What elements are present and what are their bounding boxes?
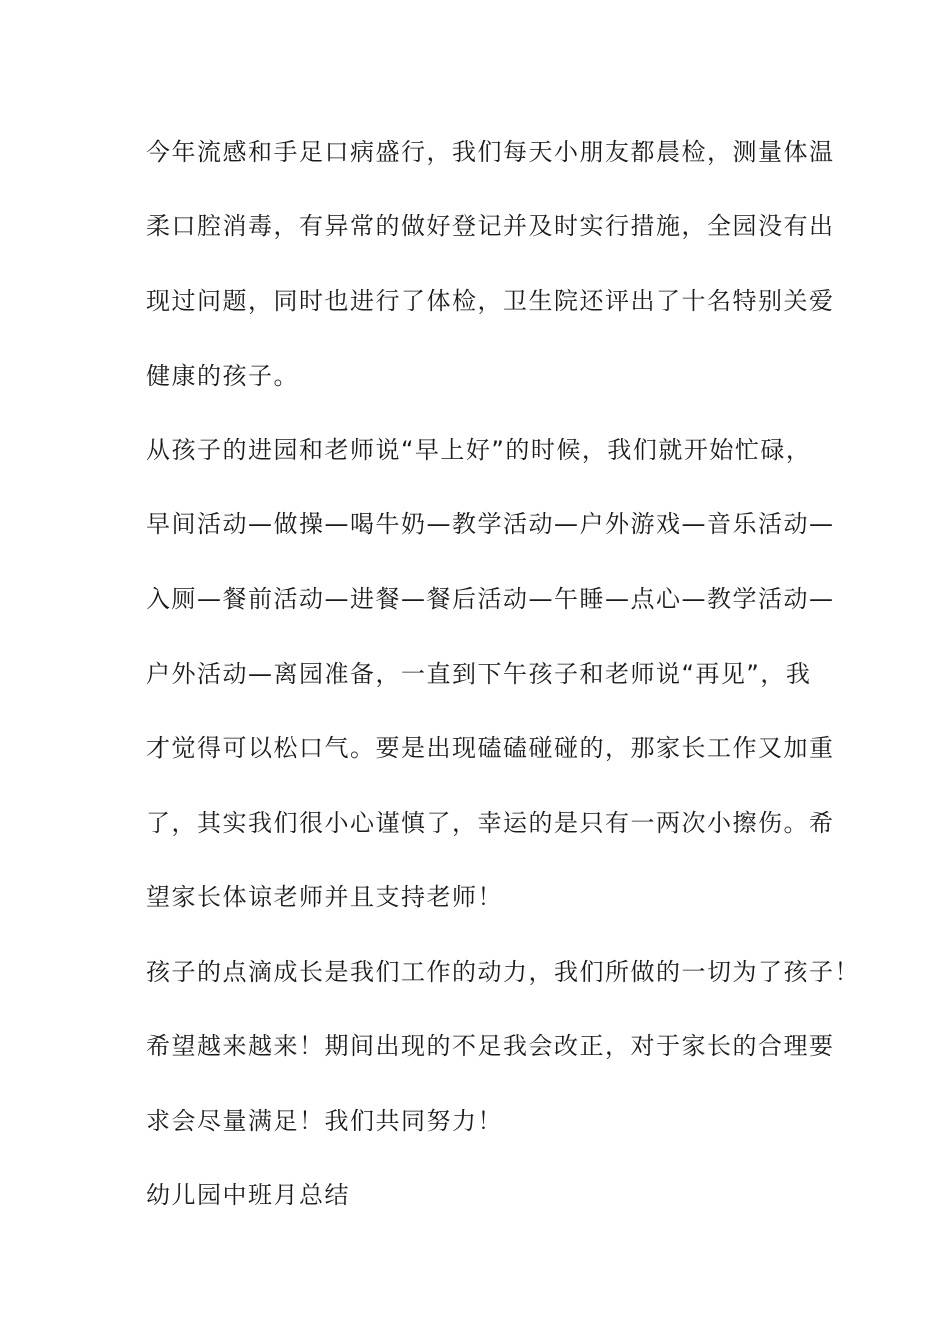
text-line-1: 今年流感和手足口病盛行，我们每天小朋友都晨检，测量体温 <box>146 138 835 166</box>
text-line-11: 望家长体谅老师并且支持老师！ <box>146 883 503 911</box>
text-line-13: 希望越来越来！期间出现的不足我会改正，对于家长的合理要 <box>146 1032 835 1060</box>
text-line-5: 从孩子的进园和老师说“早上好”的时候，我们就开始忙碌， <box>146 436 812 464</box>
text-line-2: 柔口腔消毒，有异常的做好登记并及时实行措施，全园没有出 <box>146 212 835 240</box>
text-line-4: 健康的孩子。 <box>146 362 299 390</box>
section-title: 幼儿园中班月总结 <box>146 1181 350 1209</box>
text-line-12: 孩子的点滴成长是我们工作的动力，我们所做的一切为了孩子！ <box>146 958 860 986</box>
text-line-14: 求会尽量满足！我们共同努力！ <box>146 1107 503 1135</box>
text-line-10: 了，其实我们很小心谨慎了，幸运的是只有一两次小擦伤。希 <box>146 809 835 837</box>
text-line-8: 户外活动—离园准备，一直到下午孩子和老师说“再见”，我 <box>146 660 812 688</box>
text-line-9: 才觉得可以松口气。要是出现磕磕碰碰的，那家长工作又加重 <box>146 734 835 762</box>
text-line-7: 入厕—餐前活动—进餐—餐后活动—午睡—点心—教学活动— <box>146 585 835 613</box>
text-line-6: 早间活动—做操—喝牛奶—教学活动—户外游戏—音乐活动— <box>146 510 835 538</box>
text-line-3: 现过问题，同时也进行了体检，卫生院还评出了十名特别关爱 <box>146 287 835 315</box>
